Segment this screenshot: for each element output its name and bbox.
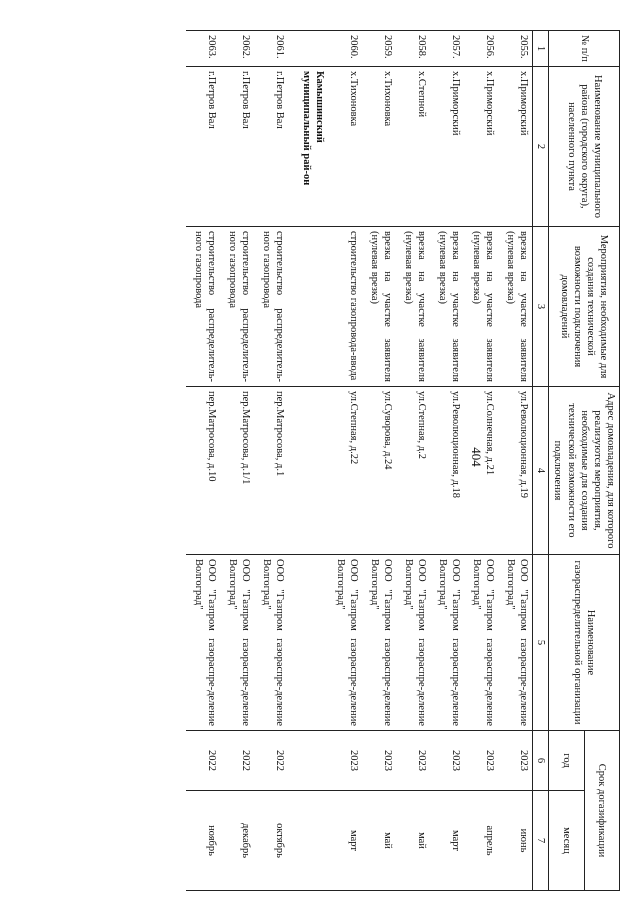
row-year: 2023 xyxy=(464,731,498,791)
row-year: 2023 xyxy=(362,731,396,791)
table-row xyxy=(464,31,498,891)
header-measures: Мероприятия, необходимые для создания технической возможности подключения домовладений xyxy=(549,227,620,387)
column-number: 7 xyxy=(533,791,549,891)
row-number: 2056. xyxy=(464,31,498,67)
row-place: х.Приморский xyxy=(464,67,498,227)
row-month: март xyxy=(328,791,362,891)
row-place: х.Приморский xyxy=(430,67,464,227)
column-number: 4 xyxy=(533,387,549,555)
column-number: 5 xyxy=(533,555,549,731)
row-measure: врезка на участке заявителя (нулевая врезка) xyxy=(464,227,498,387)
row-place: г.Петров Вал xyxy=(254,67,288,227)
row-address: ул.Степная, д.2 xyxy=(396,387,430,555)
row-place: х.Приморский xyxy=(498,67,533,227)
row-year: 2023 xyxy=(430,731,464,791)
row-address: ул.Солнечная, д.21 xyxy=(464,387,498,555)
row-number: 2060. xyxy=(328,31,362,67)
group-spacer xyxy=(288,387,328,555)
row-month: май xyxy=(362,791,396,891)
row-measure: врезка на участке заявителя (нулевая врезка) xyxy=(498,227,533,387)
row-organization: ООО "Газпром газораспре-деление Волгоград" xyxy=(430,555,464,731)
row-month: октябрь xyxy=(254,791,288,891)
row-place: г.Петров Вал xyxy=(220,67,254,227)
row-place: х.Тихоновка xyxy=(328,67,362,227)
row-measure: строительство распределитель-ного газопровода xyxy=(254,227,288,387)
row-month: декабрь xyxy=(220,791,254,891)
group-spacer xyxy=(288,791,328,891)
row-address: ул.Революционная, д.19 xyxy=(498,387,533,555)
group-spacer xyxy=(288,731,328,791)
column-number: 6 xyxy=(533,731,549,791)
row-place: х.Тихоновка xyxy=(362,67,396,227)
rotated-table-container xyxy=(60,30,620,890)
group-spacer xyxy=(288,227,328,387)
table-row xyxy=(254,31,288,891)
group-spacer xyxy=(288,31,328,67)
row-year: 2022 xyxy=(186,731,220,791)
row-measure: строительство распределитель-ного газопровода xyxy=(220,227,254,387)
header-district: Наименование муниципального района (городского округа), населенного пункта xyxy=(549,67,620,227)
row-number: 2061. xyxy=(254,31,288,67)
row-measure: строительство газопровода-ввода xyxy=(328,227,362,387)
group-spacer xyxy=(288,555,328,731)
table-row xyxy=(220,31,254,891)
row-measure: врезка на участке заявителя (нулевая врезка) xyxy=(396,227,430,387)
row-year: 2023 xyxy=(328,731,362,791)
row-number: 2057. xyxy=(430,31,464,67)
table-row xyxy=(396,31,430,891)
table-row xyxy=(328,31,362,891)
row-measure: врезка на участке заявителя (нулевая врезка) xyxy=(362,227,396,387)
row-address: пер.Матросова, д.1 xyxy=(254,387,288,555)
row-year: 2023 xyxy=(396,731,430,791)
row-organization: ООО "Газпром газораспре-деление Волгоград" xyxy=(396,555,430,731)
table-row xyxy=(186,31,220,891)
row-number: 2063. xyxy=(186,31,220,67)
header-year: год xyxy=(549,731,584,791)
header-organization: Наименование газораспределительной организации xyxy=(549,555,620,731)
table-row xyxy=(430,31,464,891)
row-year: 2022 xyxy=(254,731,288,791)
column-number: 1 xyxy=(533,31,549,67)
row-measure: строительство распределитель-ного газопровода xyxy=(186,227,220,387)
table-header xyxy=(533,31,620,891)
row-address: пер.Матросова, д.1/1 xyxy=(220,387,254,555)
group-row xyxy=(288,31,328,891)
row-organization: ООО "Газпром газораспре-деление Волгоград" xyxy=(220,555,254,731)
table-body xyxy=(186,31,533,891)
column-numbers-row xyxy=(533,31,549,891)
row-place: х.Степной xyxy=(396,67,430,227)
header-term: Срок догазификации xyxy=(584,731,619,891)
group-title: Камышинский муниципальный рай-он xyxy=(288,67,328,227)
row-address: ул.Революционная, д.18 xyxy=(430,387,464,555)
page-number: 404 xyxy=(469,447,484,467)
row-month: март xyxy=(430,791,464,891)
header-address: Адрес домовладения, для которого реализуются мероприятия, необходимые для создания технической возможности его подключения xyxy=(549,387,620,555)
row-month: ноябрь xyxy=(186,791,220,891)
row-organization: ООО "Газпром газораспре-деление Волгоград" xyxy=(254,555,288,731)
row-number: 2058. xyxy=(396,31,430,67)
row-month: май xyxy=(396,791,430,891)
header-num: № п/п xyxy=(549,31,620,67)
table-row xyxy=(498,31,533,891)
row-organization: ООО "Газпром газораспре-деление Волгоград" xyxy=(328,555,362,731)
row-number: 2055. xyxy=(498,31,533,67)
row-organization: ООО "Газпром газораспре-деление Волгоград" xyxy=(362,555,396,731)
row-number: 2062. xyxy=(220,31,254,67)
column-number: 2 xyxy=(533,67,549,227)
row-address: ул.Суворова, д.24 xyxy=(362,387,396,555)
table-row xyxy=(362,31,396,891)
row-year: 2022 xyxy=(220,731,254,791)
row-place: г.Петров Вал xyxy=(186,67,220,227)
row-month: апрель xyxy=(464,791,498,891)
row-address: ул.Степная, д.22 xyxy=(328,387,362,555)
row-organization: ООО "Газпром газораспре-деление Волгоград" xyxy=(186,555,220,731)
row-organization: ООО "Газпром газораспре-деление Волгоград" xyxy=(498,555,533,731)
row-number: 2059. xyxy=(362,31,396,67)
row-organization: ООО "Газпром газораспре-деление Волгоград" xyxy=(464,555,498,731)
row-year: 2023 xyxy=(498,731,533,791)
row-month: июнь xyxy=(498,791,533,891)
gasification-table xyxy=(186,30,620,891)
row-measure: врезка на участке заявителя (нулевая врезка) xyxy=(430,227,464,387)
header-month: месяц xyxy=(549,791,584,891)
column-number: 3 xyxy=(533,227,549,387)
row-address: пер.Матросова, д.10 xyxy=(186,387,220,555)
